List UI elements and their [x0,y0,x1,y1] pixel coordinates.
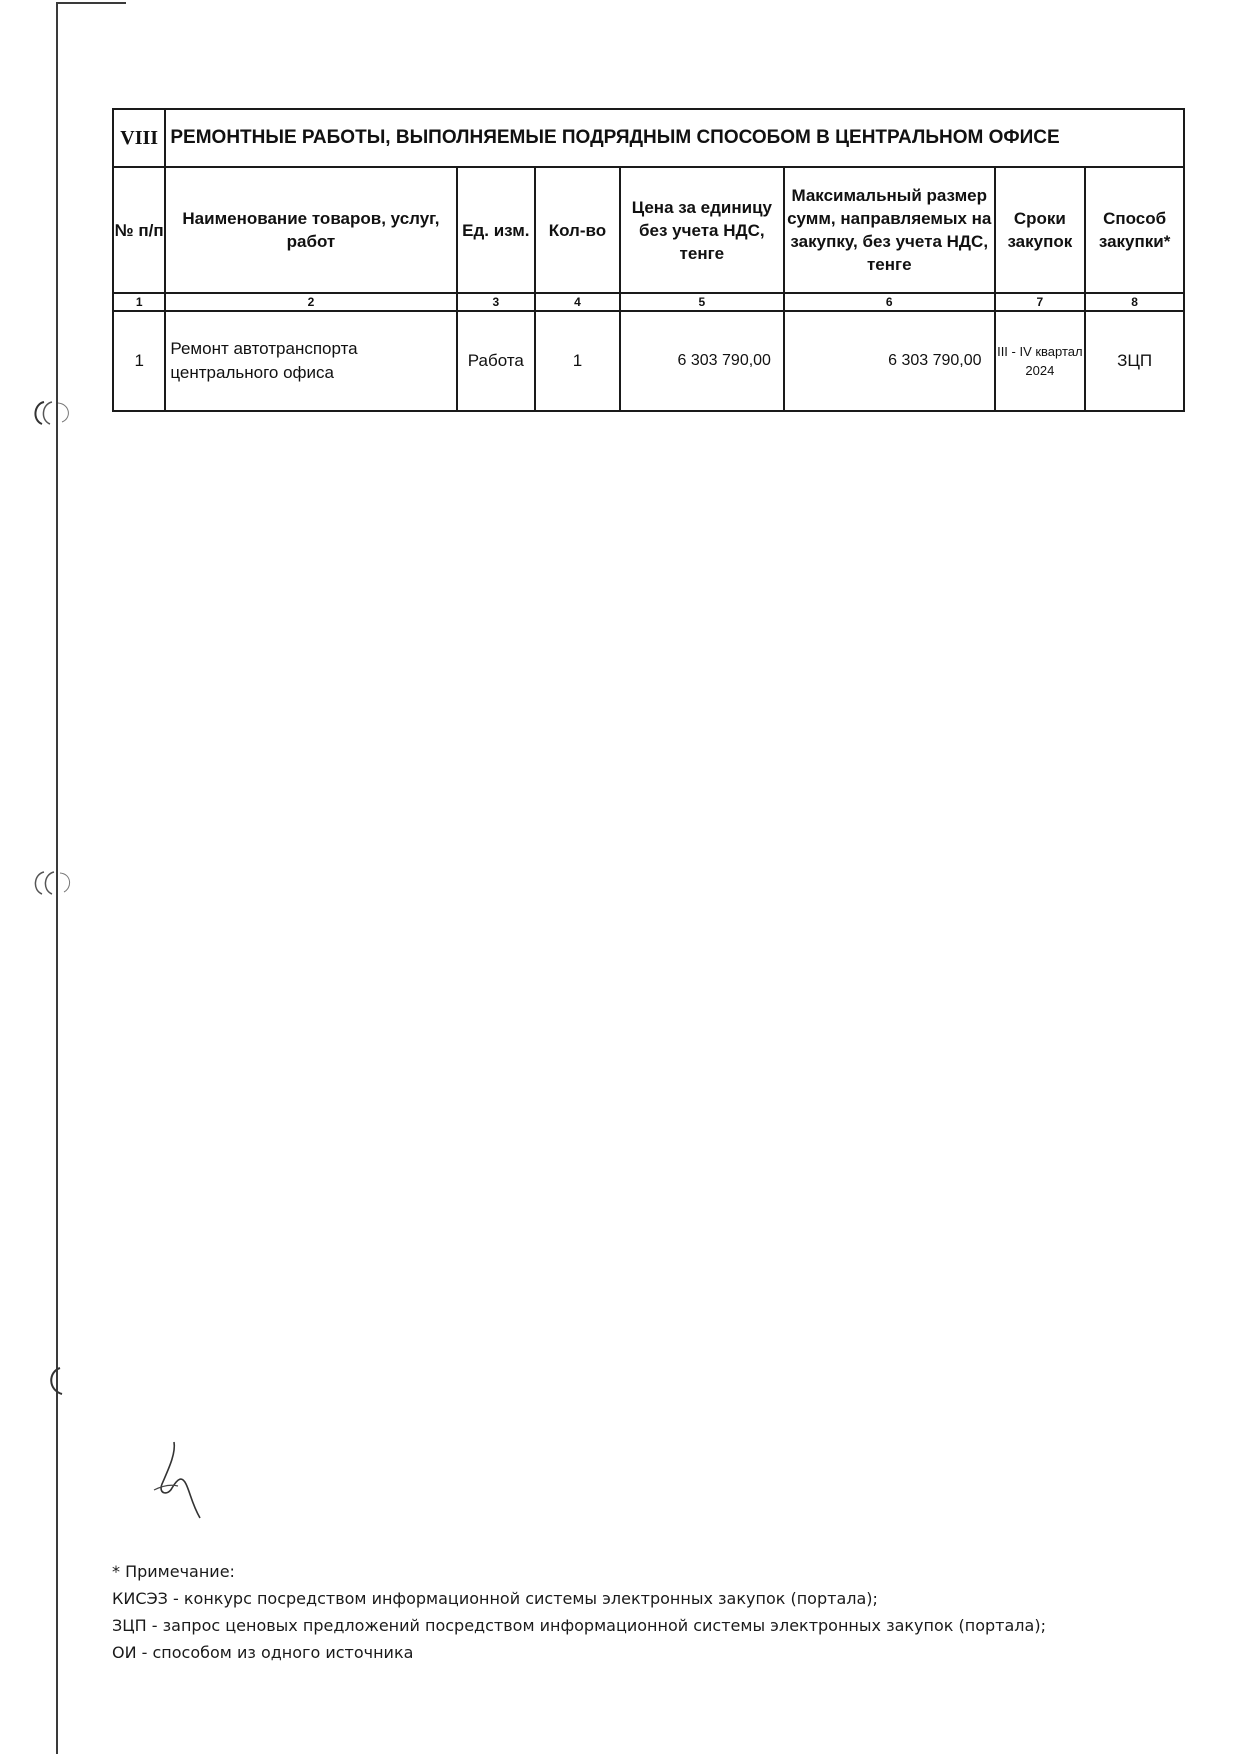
note-line: ОИ - способом из одного источника [112,1643,414,1662]
header-quantity: Кол-во [535,167,620,293]
row-period: III - IV квартал 2024 [995,311,1086,411]
header-name: Наименование товаров, услуг, работ [165,167,456,293]
column-index: 2 [165,293,456,311]
row-quantity: 1 [535,311,620,411]
column-index: 1 [113,293,165,311]
note-line: ЗЦП - запрос ценовых предложений посредством информационной системы электронных закупок (портала); [112,1616,1046,1635]
column-header-row [113,167,1184,293]
header-max-amount: Максимальный размер сумм, направляемых на закупку, без учета НДС, тенге [784,167,995,293]
row-unit-price: 6 303 790,00 [620,311,784,411]
column-index: 3 [457,293,536,311]
column-index: 4 [535,293,620,311]
section-number: VIII [113,109,165,167]
row-max-amount: 6 303 790,00 [784,311,995,411]
column-index: 6 [784,293,995,311]
column-index: 5 [620,293,784,311]
staple-hole-mark [40,1366,84,1396]
staple-hole-mark [30,398,74,428]
header-method: Способ закупки* [1085,167,1184,293]
header-unit-price: Цена за единицу без учета НДС, тенге [620,167,784,293]
section-header-row [113,109,1184,167]
binding-corner [56,2,126,4]
table-row [113,311,1184,411]
procurement-table [112,108,1185,412]
row-number: 1 [113,311,165,411]
column-index: 7 [995,293,1086,311]
handwritten-signature [148,1440,218,1520]
notes-block [112,1558,1046,1666]
notes-heading: * Примечание: [112,1562,235,1581]
row-method: ЗЦП [1085,311,1184,411]
column-index-row [113,293,1184,311]
column-index: 8 [1085,293,1184,311]
section-title: РЕМОНТНЫЕ РАБОТЫ, ВЫПОЛНЯЕМЫЕ ПОДРЯДНЫМ СПОСОБОМ В ЦЕНТРАЛЬНОМ ОФИСЕ [165,109,1184,167]
header-number: № п/п [113,167,165,293]
row-item-name: Ремонт автотранспорта центрального офиса [165,311,456,411]
staple-hole-mark [30,868,74,898]
header-unit: Ед. изм. [457,167,536,293]
header-period: Сроки закупок [995,167,1086,293]
note-line: КИСЭЗ - конкурс посредством информационной системы электронных закупок (портала); [112,1589,878,1608]
row-unit: Работа [457,311,536,411]
